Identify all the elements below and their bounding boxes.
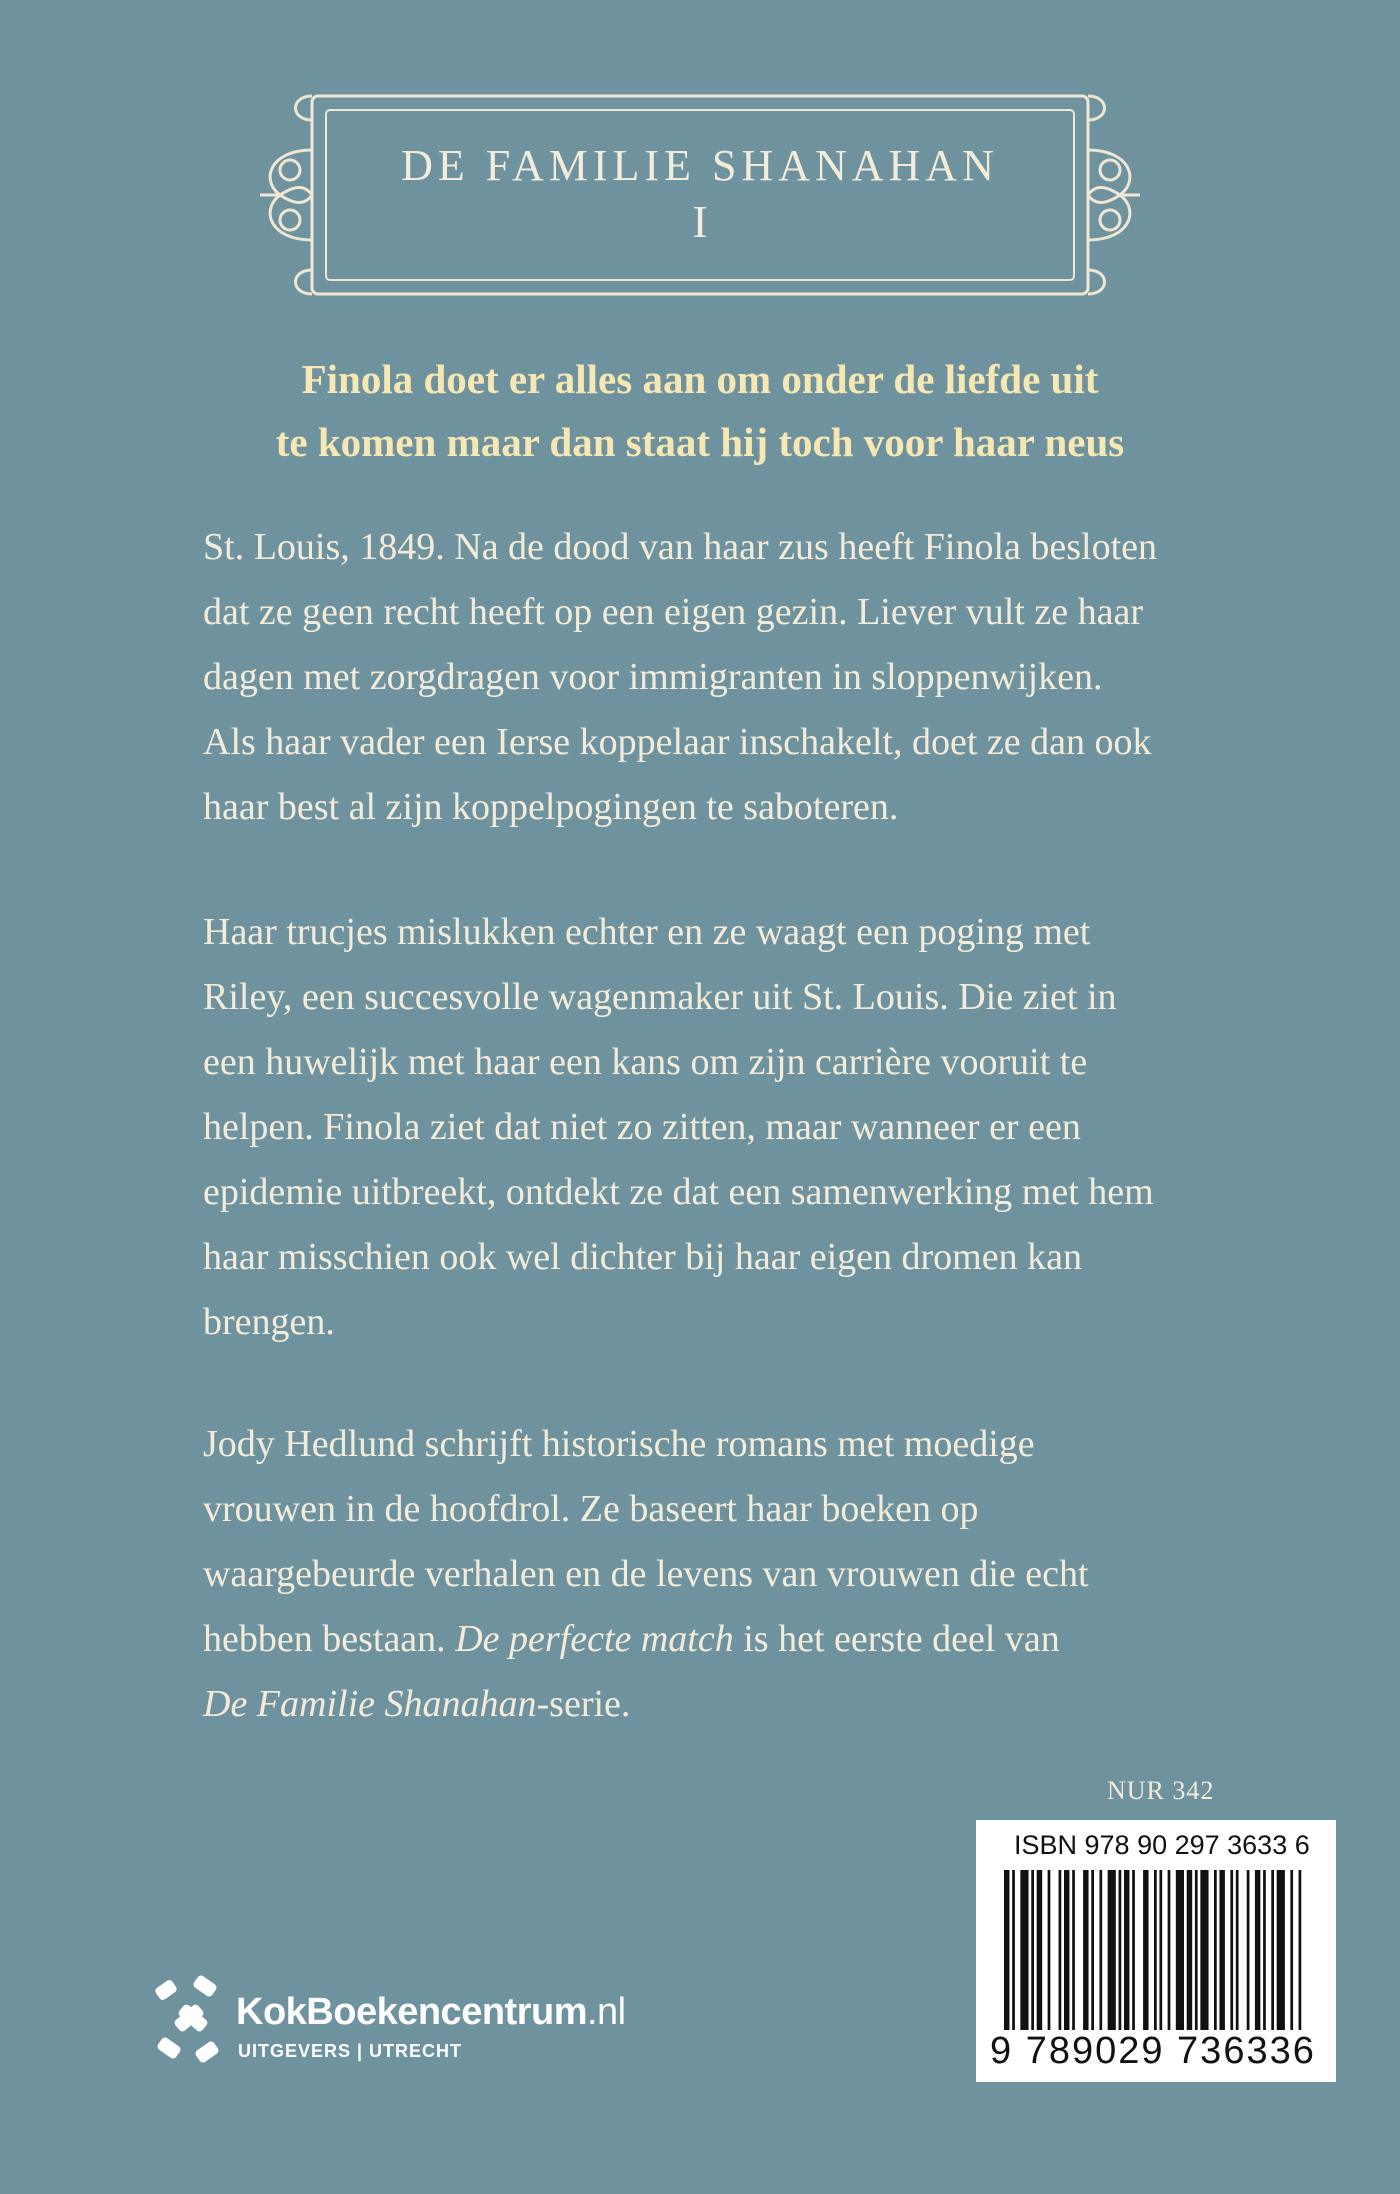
text-line: Riley, een succesvolle wagenmaker uit St. Louis. Die ziet in xyxy=(203,976,1117,1018)
publisher-mark-icon xyxy=(150,1975,230,2070)
series-title: DE FAMILIE SHANAHAN xyxy=(401,141,999,190)
text-line: brengen. xyxy=(203,1301,335,1343)
text-line: dagen met zorgdragen voor immigranten in sloppenwijken. xyxy=(203,656,1103,698)
text-line: Haar trucjes mislukken echter en ze waagt een poging met xyxy=(203,911,1091,953)
series-frame xyxy=(250,90,1150,300)
text-segment: hebben bestaan. xyxy=(203,1618,456,1660)
isbn-barcode xyxy=(976,1820,1336,2082)
publisher-logo xyxy=(150,1975,670,2070)
text-line: dat ze geen recht heeft op een eigen gezin. Liever vult ze haar xyxy=(203,591,1143,633)
text-line: Als haar vader een Ierse koppelaar inschakelt, doet ze dan ook xyxy=(203,721,1152,763)
tagline-line: te komen maar dan staat hij toch voor haar neus xyxy=(275,419,1125,465)
text-segment: is het eerste deel van xyxy=(733,1618,1060,1660)
text-line xyxy=(203,1672,1283,1737)
text-line: haar best al zijn koppelpogingen te saboteren. xyxy=(203,786,899,828)
text-line: waargebeurde verhalen en de levens van vrouwen die echt xyxy=(203,1553,1089,1595)
text-line: een huwelijk met haar een kans om zijn carrière vooruit te xyxy=(203,1041,1088,1083)
blurb-paragraph-1 xyxy=(203,515,1283,840)
publisher-subtitle: UITGEVERS | UTRECHT xyxy=(238,2041,463,2061)
nur-code: NUR 342 xyxy=(1107,1776,1215,1805)
text-line: Jody Hedlund schrijft historische romans met moedige xyxy=(203,1423,1035,1465)
text-line: vrouwen in de hoofdrol. Ze baseert haar boeken op xyxy=(203,1488,979,1530)
text-line: haar misschien ook wel dichter bij haar eigen dromen kan xyxy=(203,1236,1082,1278)
text-line: helpen. Finola ziet dat niet zo zitten, maar wanneer er een xyxy=(203,1106,1081,1148)
series-name: De Familie Shanahan xyxy=(203,1683,537,1725)
publisher-name-suffix: .nl xyxy=(586,1991,626,2033)
isbn-digits: 9 789029 736336 xyxy=(990,2030,1316,2072)
author-paragraph xyxy=(203,1412,1283,1737)
text-line xyxy=(203,1607,1283,1672)
book-title: De perfecte match xyxy=(455,1618,734,1660)
text-line: epidemie uitbreekt, ontdekt ze dat een samenwerking met hem xyxy=(203,1171,1154,1213)
barcode-icon xyxy=(1004,1870,1304,2030)
publisher-name-main: KokBoekencentrum xyxy=(236,1991,587,2033)
isbn-label: ISBN 978 90 297 3633 6 xyxy=(1014,1830,1310,1860)
text-line: St. Louis, 1849. Na de dood van haar zus heeft Finola besloten xyxy=(203,526,1158,568)
series-number: I xyxy=(692,196,708,247)
publisher-name xyxy=(236,1991,626,2034)
tagline xyxy=(150,348,1250,474)
blurb-paragraph-2 xyxy=(203,900,1283,1355)
tagline-line: Finola doet er alles aan om onder de liefde uit xyxy=(301,356,1099,402)
text-segment: -serie. xyxy=(536,1683,631,1725)
